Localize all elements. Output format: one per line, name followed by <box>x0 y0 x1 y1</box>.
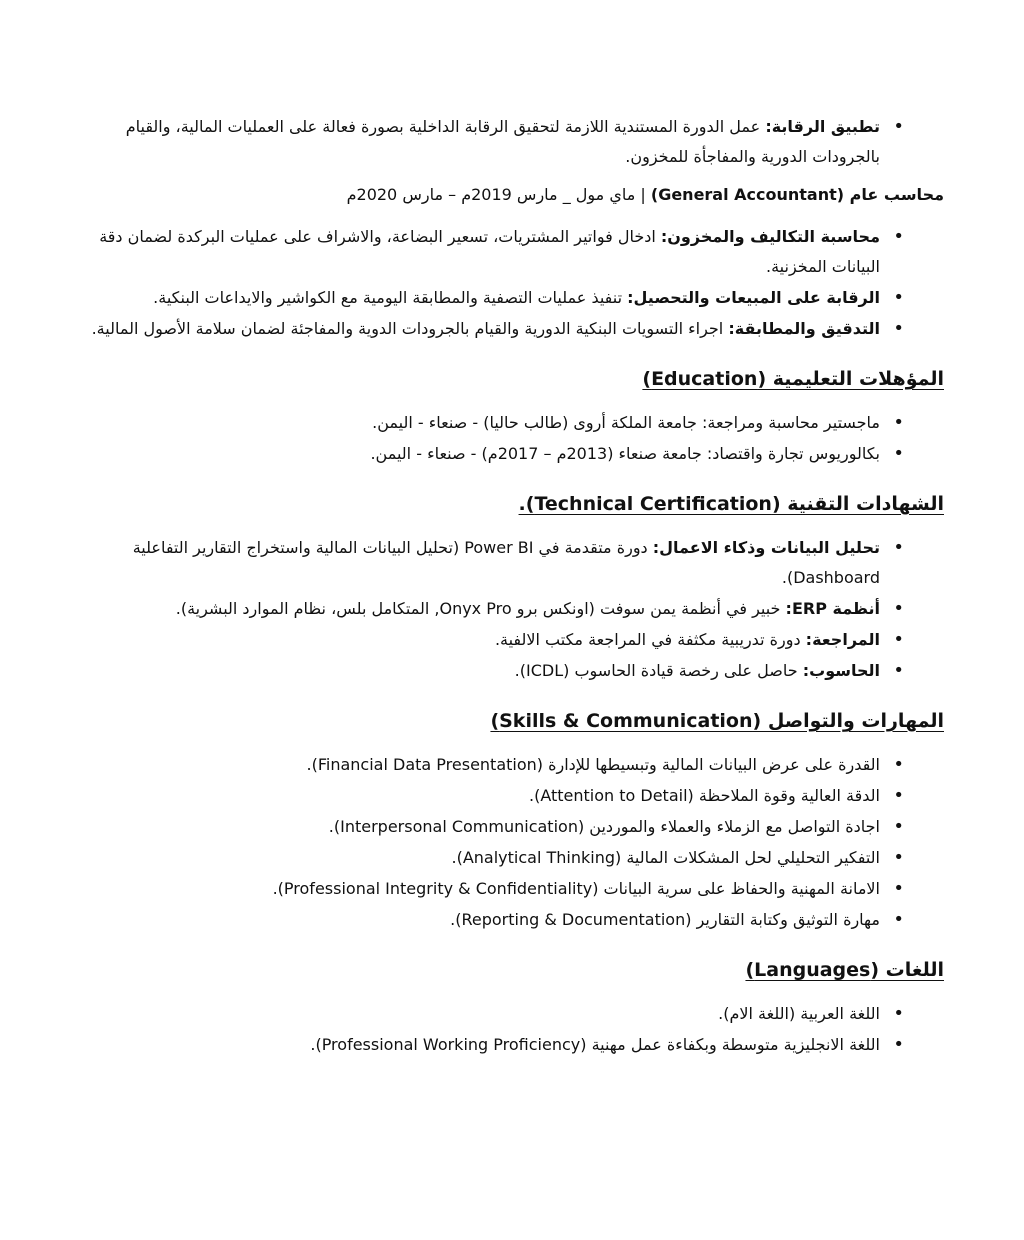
item-label: الحاسوب: <box>802 661 880 680</box>
job-title <box>60 180 944 210</box>
item-text: حاصل على رخصة قيادة الحاسوب (ICDL). <box>514 661 803 680</box>
job-role: محاسب عام (General Accountant) <box>650 185 944 204</box>
list-item: • التفكير التحليلي لحل المشكلات المالية (Analytical Thinking). <box>60 843 904 873</box>
skills-list <box>60 750 944 935</box>
item-label: المراجعة: <box>805 630 880 649</box>
list-item: • ماجستير محاسبة ومراجعة: جامعة الملكة أروى (طالب حاليا) - صنعاء - اليمن. <box>60 408 904 438</box>
item-label: محاسبة التكاليف والمخزون: <box>660 227 880 246</box>
list-item: • بكالوريوس تجارة واقتصاد: جامعة صنعاء (2013م – 2017م) - صنعاء - اليمن. <box>60 439 904 469</box>
languages-list <box>60 999 944 1060</box>
list-item: • الدقة العالية وقوة الملاحظة (Attention to Detail). <box>60 781 904 811</box>
list-item <box>60 283 904 313</box>
job-duties-list <box>60 222 944 344</box>
item-label: تطبيق الرقابة: <box>765 117 880 136</box>
list-item: • اللغة الانجليزية متوسطة وبكفاءة عمل مهنية (Professional Working Proficiency). <box>60 1030 904 1060</box>
item-text: خبير في أنظمة يمن سوفت (اونكس برو Onyx Pro, المتكامل بلس، نظام الموارد البشرية). <box>175 599 786 618</box>
item-label: تحليل البيانات وذكاء الاعمال: <box>652 538 880 557</box>
list-item <box>60 625 904 655</box>
list-item <box>60 656 904 686</box>
list-item <box>60 112 904 172</box>
education-heading: المؤهلات التعليمية (Education) <box>642 368 944 390</box>
education-list <box>60 408 944 469</box>
internal-control-list <box>60 112 944 172</box>
skills-heading: المهارات والتواصل (Skills & Communication) <box>490 710 944 732</box>
job-details: | ماي مول _ مارس 2019م – مارس 2020م <box>346 185 651 204</box>
item-text: ادخال فواتير المشتريات، تسعير البضاعة، والاشراف على عمليات البركدة لضمان دقة البيانات المخزنية. <box>99 227 880 276</box>
item-text: دورة تدريبية مكثفة في المراجعة مكتب الالفية. <box>494 630 806 649</box>
certifications-heading: الشهادات التقنية (Technical Certification). <box>518 493 944 515</box>
item-text: تنفيذ عمليات التصفية والمطابقة اليومية مع الكواشير والايداعات البنكية. <box>153 288 628 307</box>
item-text: دورة متقدمة في Power BI (تحليل البيانات المالية واستخراج التقارير التفاعلية Dashboard). <box>132 538 880 587</box>
list-item: • القدرة على عرض البيانات المالية وتبسيطها للإدارة (Financial Data Presentation). <box>60 750 904 780</box>
item-label: أنظمة ERP: <box>785 599 880 618</box>
item-label: التدقيق والمطابقة: <box>728 319 880 338</box>
list-item: • اللغة العربية (اللغة الام). <box>60 999 904 1029</box>
item-text: عمل الدورة المستندية اللازمة لتحقيق الرقابة الداخلية بصورة فعالة على العمليات المالية، والقيام بالجرودات الدورية والمفاجأة للمخزون. <box>125 117 880 166</box>
list-item: • مهارة التوثيق وكتابة التقارير (Reporting & Documentation). <box>60 905 904 935</box>
item-label: الرقابة على المبيعات والتحصيل: <box>627 288 880 307</box>
languages-heading: اللغات (Languages) <box>745 959 944 981</box>
list-item <box>60 222 904 282</box>
item-text: اجراء التسويات البنكية الدورية والقيام بالجرودات الدوية والمفاجئة لضمان سلامة الأصول المالية. <box>91 319 729 338</box>
list-item <box>60 533 904 593</box>
list-item <box>60 594 904 624</box>
certifications-list <box>60 533 944 686</box>
list-item <box>60 314 904 344</box>
list-item: • اجادة التواصل مع الزملاء والعملاء والموردين (Interpersonal Communication). <box>60 812 904 842</box>
list-item: • الامانة المهنية والحفاظ على سرية البيانات (Professional Integrity & Confidentiality). <box>60 874 904 904</box>
